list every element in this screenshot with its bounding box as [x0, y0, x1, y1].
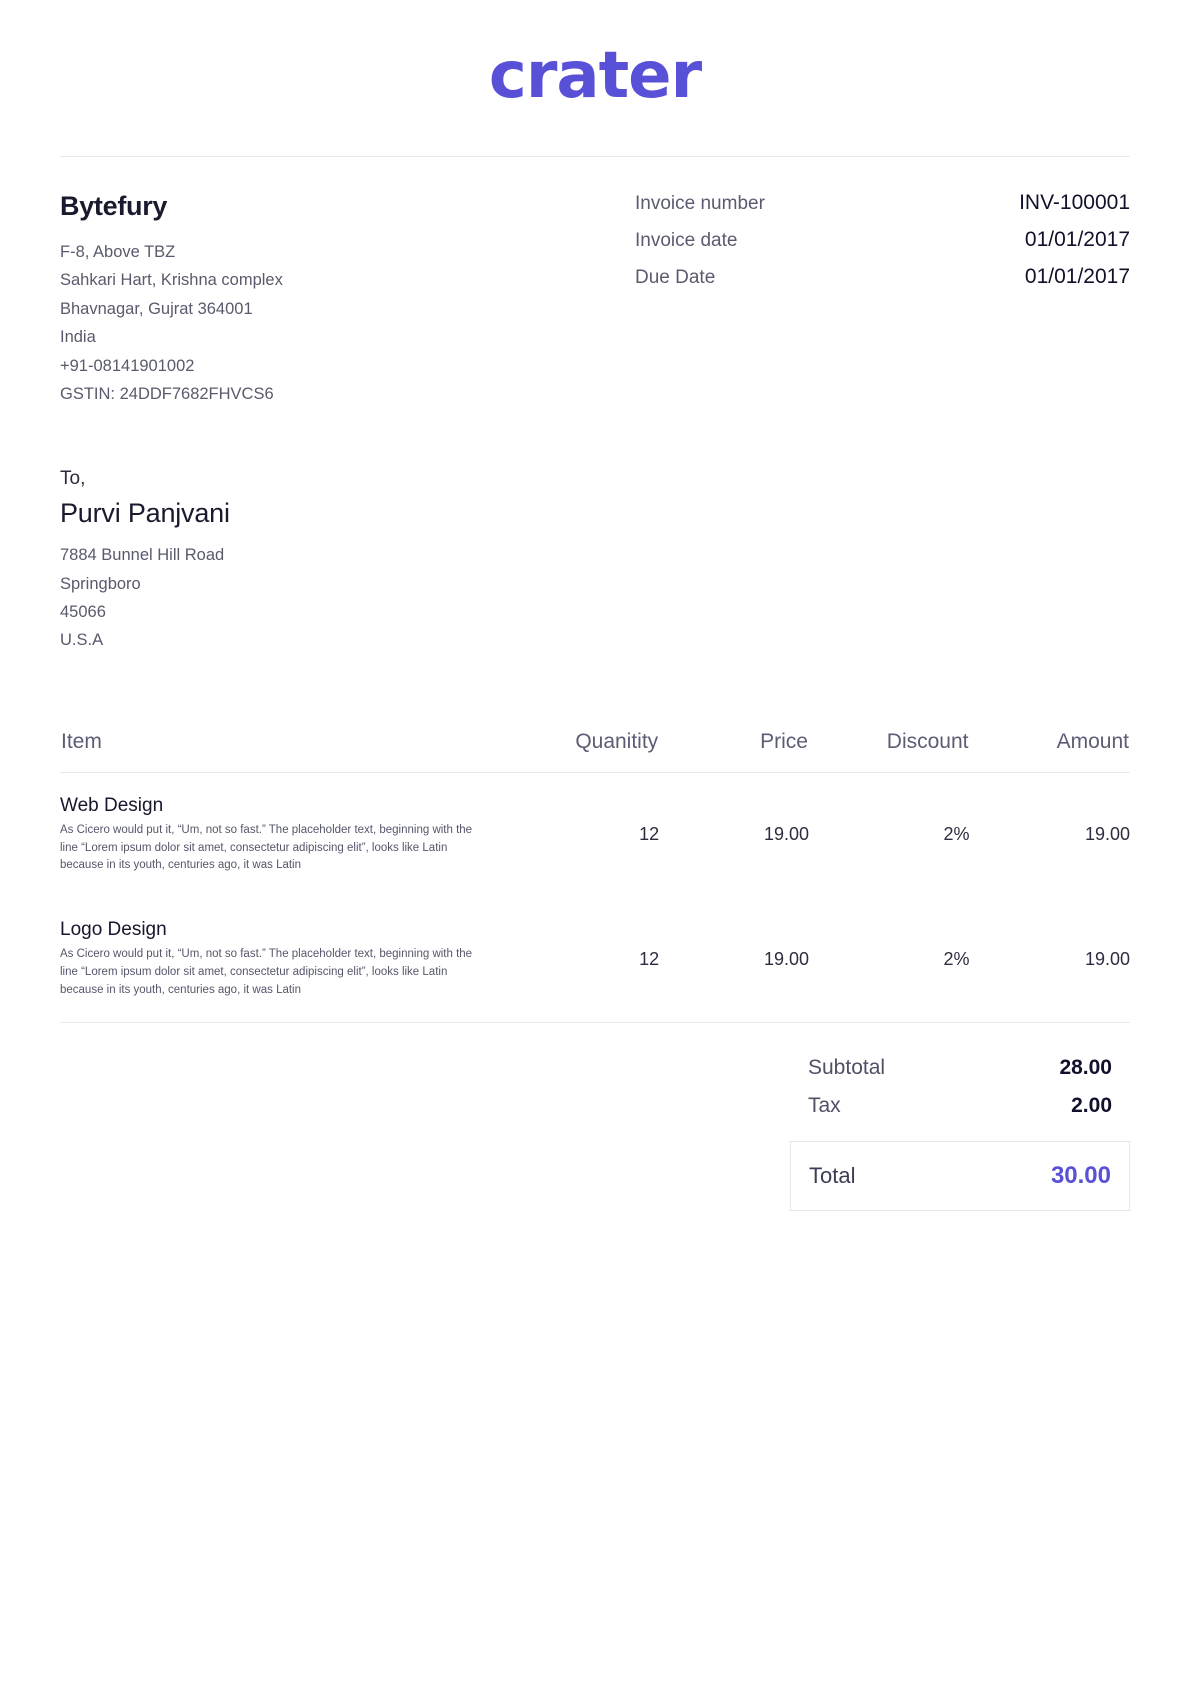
item-price: 19.00 — [763, 948, 809, 969]
subtotal-label: Subtotal — [808, 1055, 886, 1079]
bill-to-address-line: 7884 Bunnel Hill Road — [60, 546, 225, 565]
total-label: Total — [809, 1162, 856, 1188]
invoice-meta-block — [595, 191, 1130, 408]
tax-row — [790, 1087, 1130, 1125]
tax-label: Tax — [808, 1093, 841, 1117]
items-section — [0, 655, 1190, 1022]
total-row — [790, 1141, 1130, 1211]
items-header-row — [60, 729, 1130, 773]
bill-to-address-line: Springboro — [60, 574, 141, 593]
company-address-line: Sahkari Hart, Krishna complex — [60, 271, 283, 290]
company-address-line: India — [60, 328, 96, 347]
company-gstin: GSTIN: 24DDF7682FHVCS6 — [60, 384, 274, 403]
bill-to-label: To, — [60, 468, 86, 490]
item-title: Logo Design — [60, 919, 167, 941]
company-phone: +91-08141901002 — [60, 356, 195, 375]
table-row — [60, 897, 1130, 1021]
company-name: Bytefury — [60, 191, 168, 221]
item-amount: 19.00 — [1084, 948, 1130, 969]
tax-value: 2.00 — [1071, 1093, 1112, 1117]
items-table — [60, 729, 1130, 1022]
invoice-header — [0, 157, 1190, 408]
column-header-quantity: Quanitity — [509, 729, 659, 773]
due-date-value: 01/01/2017 — [1024, 265, 1130, 288]
item-amount: 19.00 — [1084, 824, 1130, 845]
table-row — [60, 772, 1130, 897]
company-address-line: Bhavnagar, Gujrat 364001 — [60, 299, 253, 318]
bill-to-address-line: U.S.A — [60, 631, 104, 650]
subtotal-value: 28.00 — [1059, 1055, 1112, 1079]
item-quantity: 12 — [639, 824, 660, 845]
column-header-item: Item — [60, 729, 509, 773]
item-quantity: 12 — [639, 948, 660, 969]
invoice-number-value: INV-100001 — [1019, 191, 1130, 214]
column-header-discount: Discount — [809, 729, 970, 773]
invoice-date-label: Invoice date — [635, 230, 738, 251]
item-cell — [60, 897, 509, 1021]
item-price: 19.00 — [763, 824, 809, 845]
company-block — [60, 191, 595, 408]
totals-box — [790, 1049, 1130, 1211]
total-value: 30.00 — [1050, 1161, 1111, 1189]
invoice-number-label: Invoice number — [635, 193, 765, 214]
invoice-date-row — [635, 228, 1130, 252]
subtotal-row — [790, 1049, 1130, 1087]
brand-logo — [0, 0, 1190, 113]
due-date-label: Due Date — [635, 267, 716, 288]
item-cell — [60, 772, 509, 897]
item-discount: 2% — [943, 948, 970, 969]
invoice-date-value: 01/01/2017 — [1024, 228, 1130, 251]
bill-to-name: Purvi Panjvani — [60, 498, 230, 529]
item-discount: 2% — [943, 824, 970, 845]
totals-section — [0, 1023, 1190, 1211]
crater-logo-text: crater — [488, 39, 702, 113]
invoice-number-row — [635, 191, 1130, 215]
column-header-amount: Amount — [969, 729, 1130, 773]
column-header-price: Price — [659, 729, 809, 773]
company-address-line: F-8, Above TBZ — [60, 243, 176, 261]
bill-to-block — [0, 408, 1190, 655]
item-description: As Cicero would put it, “Um, not so fast.” The placeholder text, beginning with the line “Lorem ipsum dolor sit amet, consectetur adipiscing elit”, looks like Latin because in its youth, centuries ago, it was Latin — [60, 823, 473, 872]
due-date-row — [635, 265, 1130, 289]
item-title: Web Design — [60, 794, 164, 816]
items-table-body — [60, 772, 1130, 1021]
items-table-head — [60, 729, 1130, 773]
bill-to-address-line: 45066 — [60, 603, 106, 621]
item-description: As Cicero would put it, “Um, not so fast.” The placeholder text, beginning with the line “Lorem ipsum dolor sit amet, consectetur adipiscing elit”, looks like Latin because in its youth, centuries ago, it was Latin — [60, 948, 473, 996]
